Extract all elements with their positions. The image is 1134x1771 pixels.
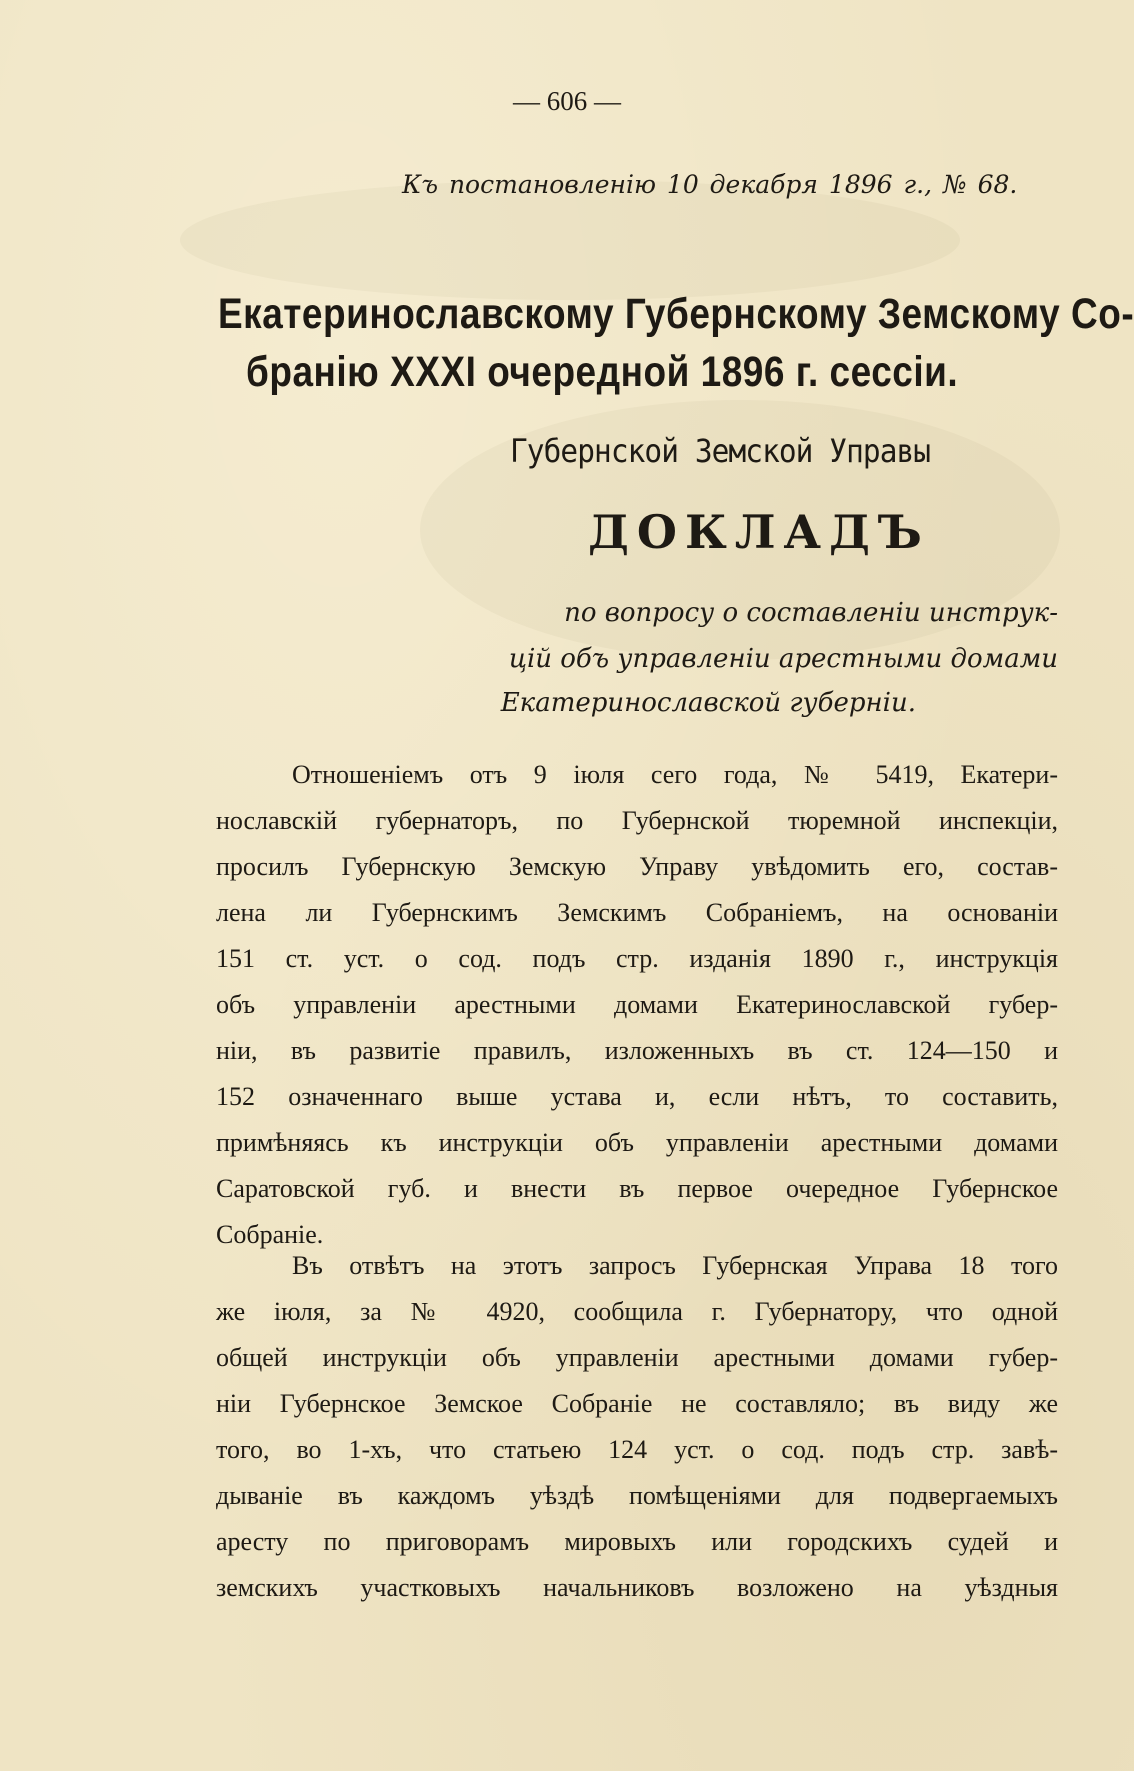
paragraph-line: 152 означеннаго выше устава и, если нѣтъ, то составить, [216, 1082, 1058, 1111]
report-title: ДОКЛАДЪ [588, 505, 930, 559]
paragraph-line: объ управленіи арестными домами Екатеринославской губер- [216, 990, 1058, 1019]
board-name: Губернской Земской Управы [510, 432, 931, 470]
paragraph-line: просилъ Губернскую Земскую Управу увѣдомить его, состав- [216, 852, 1058, 881]
subject-line-3: Екатеринославской губерніи. [500, 688, 916, 718]
paragraph-line: общей инструкціи объ управленіи арестными домами губер- [216, 1343, 1058, 1372]
paragraph-line: Собраніе. [216, 1220, 324, 1249]
paragraph-line: Въ отвѣтъ на этотъ запросъ Губернская Управа 18 того [292, 1251, 1058, 1280]
paragraph-line: земскихъ участковыхъ начальниковъ возложено на уѣздныя [216, 1573, 1058, 1602]
paragraph-line: ніи, въ развитіе правилъ, изложенныхъ въ ст. 124—150 и [216, 1036, 1058, 1065]
paragraph-line: 151 ст. уст. о сод. подъ стр. изданія 1890 г., инструкція [216, 944, 1058, 973]
reference-line: Къ постановленію 10 декабря 1896 г., № 68. [402, 170, 1018, 199]
subject-line-2: цій объ управленіи арестными домами [508, 644, 1058, 674]
paragraph-line: Отношеніемъ отъ 9 іюля сего года, № 5419, Екатери- [292, 760, 1058, 789]
paragraph-line: примѣняясь къ инструкціи объ управленіи арестными домами [216, 1128, 1058, 1157]
paragraph-line: же іюля, за № 4920, сообщила г. Губернатору, что одной [216, 1297, 1058, 1326]
headline-line-2: бранію XXXI очередной 1896 г. сессіи. [246, 348, 959, 396]
paragraph-line: дываніе въ каждомъ уѣздѣ помѣщеніями для подвергаемыхъ [216, 1481, 1058, 1510]
subject-line-1: по вопросу о составленіи инструк- [564, 598, 1058, 628]
page-number: — 606 — [513, 86, 621, 116]
paragraph-line: лена ли Губернскимъ Земскимъ Собраніемъ, на основаніи [216, 898, 1058, 927]
paragraph-line: нославскій губернаторъ, по Губернской тюремной инспекціи, [216, 806, 1058, 835]
paragraph-line: аресту по приговорамъ мировыхъ или городскихъ судей и [216, 1527, 1058, 1556]
paragraph-line: того, во 1-хъ, что статьею 124 уст. о сод. подъ стр. завѣ- [216, 1435, 1058, 1464]
paragraph-line: Саратовской губ. и внести въ первое очередное Губернское [216, 1174, 1058, 1203]
paragraph-line: ніи Губернское Земское Собраніе не составляло; въ виду же [216, 1389, 1058, 1418]
headline-line-1: Екатеринославскому Губернскому Земскому Со- [218, 290, 1134, 338]
